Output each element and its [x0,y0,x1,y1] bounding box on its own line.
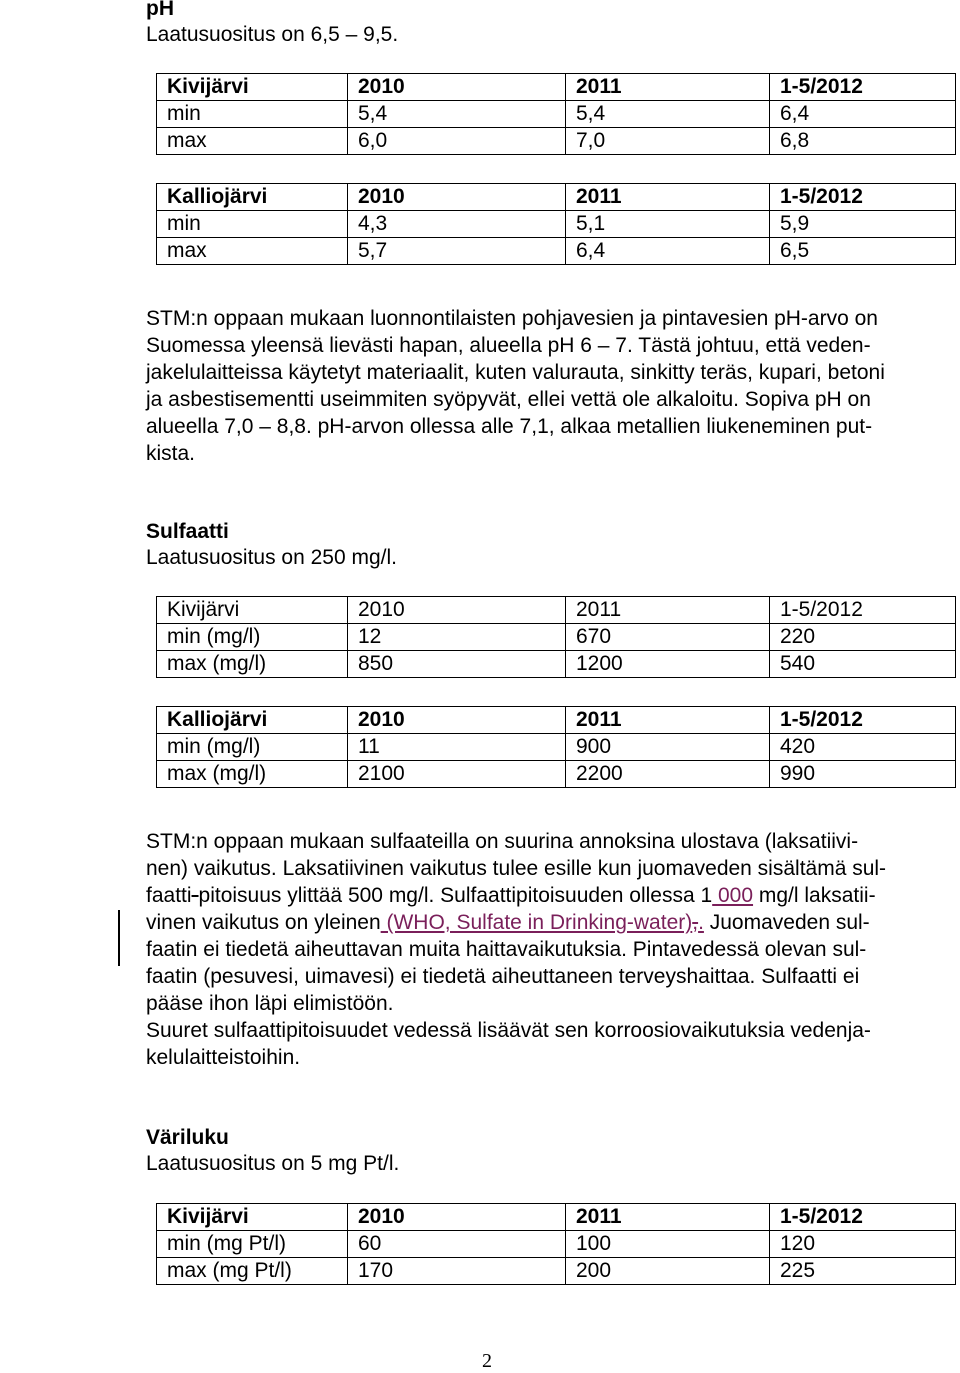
deleted-comma: , [692,911,699,934]
table-row [157,734,956,761]
paragraph-line: pääse ihon läpi elimistöön. [146,992,394,1015]
sulfate-paragraph [146,828,946,1071]
table-row [157,238,956,265]
table-row [157,761,956,788]
table-cell: 2011 [566,184,770,211]
table-row [157,211,956,238]
table-cell: 2200 [566,761,770,788]
table-cell: 2010 [348,707,566,734]
table-cell: 1-5/2012 [770,707,956,734]
table-header-row [157,707,956,734]
color-heading: Väriluku [146,1126,229,1149]
table-cell: max (mg/l) [157,761,348,788]
table-cell: 2010 [348,597,566,624]
ph-paragraph [146,305,946,467]
paragraph-line: Suomessa yleensä lievästi hapan, alueella pH 6 – 7. Tästä johtuu, että veden- [146,334,871,357]
deleted-hyphen: - [191,884,199,907]
table-cell: 100 [566,1231,770,1258]
table-cell: 2010 [348,1204,566,1231]
table-cell: 5,4 [566,101,770,128]
paragraph-line: STM:n oppaan mukaan sulfaateilla on suurina annoksina ulostava (laksatiivi- [146,830,859,853]
table-cell: max (mg Pt/l) [157,1258,348,1285]
table-cell: 6,5 [770,238,956,265]
table-cell: 12 [348,624,566,651]
ph-recommendation: Laatusuositus on 6,5 – 9,5. [146,23,399,46]
table-cell: 2011 [566,1204,770,1231]
who-reference-link[interactable]: (WHO, Sulfate in Drinking-water) [380,911,693,934]
table-cell: min (mg/l) [157,624,348,651]
table-cell: 1-5/2012 [770,74,956,101]
table-cell: 120 [770,1231,956,1258]
table-cell: 2010 [348,74,566,101]
table-cell: 225 [770,1258,956,1285]
table-header-row [157,597,956,624]
table-row [157,128,956,155]
table-cell: 2011 [566,74,770,101]
text-run: mg/l laksatii- [753,884,876,907]
paragraph-line: ja asbestisementti useimmiten syöpyvät, ellei vettä ole alkaloitu. Sopiva pH on [146,388,871,411]
table-row [157,624,956,651]
table-cell: 6,4 [566,238,770,265]
table-row [157,1231,956,1258]
paragraph-line: kista. [146,442,196,465]
sulfate-table-kivijarvi [156,596,956,678]
paragraph-line: kelulaitteistoihin. [146,1046,301,1069]
table-cell: min [157,211,348,238]
document-page [146,0,946,1285]
paragraph-line: STM:n oppaan mukaan luonnontilaisten pohjavesien ja pintavesien pH-arvo on [146,307,878,330]
table-cell: 6,8 [770,128,956,155]
table-cell: 900 [566,734,770,761]
paragraph-line [146,909,946,936]
paragraph-line: faatin ei tiedetä aiheuttavan muita haittavaikutuksia. Pintavedessä olevan sul- [146,938,867,961]
table-header-row [157,1204,956,1231]
table-cell: 4,3 [348,211,566,238]
table-cell: max [157,128,348,155]
table-cell: 5,7 [348,238,566,265]
table-cell: min [157,101,348,128]
table-cell: 540 [770,651,956,678]
sulfate-recommendation: Laatusuositus on 250 mg/l. [146,546,397,569]
table-cell: 1-5/2012 [770,184,956,211]
ph-table-kalliojarvi [156,183,956,265]
table-cell: 200 [566,1258,770,1285]
table-cell: 60 [348,1231,566,1258]
table-cell: min (mg Pt/l) [157,1231,348,1258]
table-cell: 5,9 [770,211,956,238]
paragraph-line: faatin (pesuvesi, uimavesi) ei tiedetä aiheuttaneen terveyshaittaa. Sulfaatti ei [146,965,860,988]
ph-table-kivijarvi [156,73,956,155]
sulfate-table-kalliojarvi [156,706,956,788]
table-cell: Kivijärvi [157,1204,348,1231]
table-cell: max (mg/l) [157,651,348,678]
table-row [157,101,956,128]
table-cell: 2100 [348,761,566,788]
table-row [157,651,956,678]
table-cell: Kalliojärvi [157,707,348,734]
table-cell: 6,0 [348,128,566,155]
table-cell: 5,4 [348,101,566,128]
sulfate-heading: Sulfaatti [146,520,229,543]
table-cell: 850 [348,651,566,678]
page-number: 2 [482,1350,492,1372]
table-cell: 170 [348,1258,566,1285]
table-cell: Kivijärvi [157,597,348,624]
table-cell: 990 [770,761,956,788]
table-cell: 7,0 [566,128,770,155]
inserted-period: . [698,911,704,934]
table-cell: 6,4 [770,101,956,128]
table-cell: 2011 [566,597,770,624]
text-run: faatti [146,884,192,907]
table-header-row [157,184,956,211]
table-header-row [157,74,956,101]
table-cell: 220 [770,624,956,651]
text-run: vinen vaikutus on yleinen [146,911,381,934]
table-cell: Kivijärvi [157,74,348,101]
table-cell: 670 [566,624,770,651]
ph-heading: pH [146,0,174,20]
paragraph-line: nen) vaikutus. Laksatiivinen vaikutus tulee esille kun juomaveden sisältämä sul- [146,857,887,880]
paragraph-line: alueella 7,0 – 8,8. pH-arvon ollessa alle 7,1, alkaa metallien liukeneminen put- [146,415,873,438]
color-recommendation: Laatusuositus on 5 mg Pt/l. [146,1152,400,1175]
change-bar [118,910,120,966]
color-table-kivijarvi [156,1203,956,1285]
table-cell: 1-5/2012 [770,597,956,624]
text-run: Juomaveden sul- [703,911,870,934]
inserted-text: 000 [712,884,754,907]
table-cell: 2010 [348,184,566,211]
table-cell: 5,1 [566,211,770,238]
table-cell: 1200 [566,651,770,678]
table-cell: Kalliojärvi [157,184,348,211]
table-row [157,1258,956,1285]
paragraph-line [146,882,946,909]
table-cell: 1-5/2012 [770,1204,956,1231]
paragraph-line: Suuret sulfaattipitoisuudet vedessä lisäävät sen korroosiovaikutuksia vedenja- [146,1019,871,1042]
table-cell: 11 [348,734,566,761]
table-cell: max [157,238,348,265]
paragraph-line: jakelulaitteissa käytetyt materiaalit, kuten valurauta, sinkitty teräs, kupari, betoni [146,361,885,384]
table-cell: min (mg/l) [157,734,348,761]
table-cell: 420 [770,734,956,761]
text-run: pitoisuus ylittää 500 mg/l. Sulfaattipitoisuuden ollessa 1 [198,884,713,907]
table-cell: 2011 [566,707,770,734]
